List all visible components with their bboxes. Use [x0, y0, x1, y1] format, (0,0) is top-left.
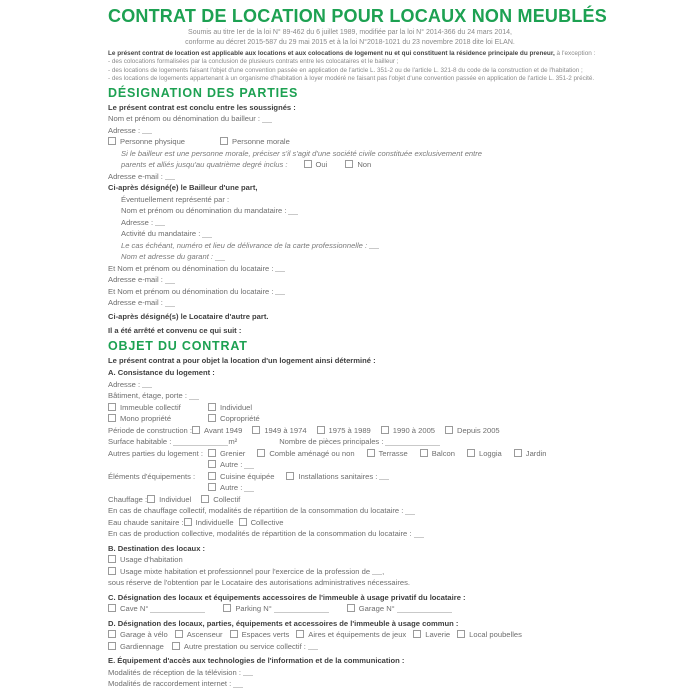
- form-row: [108, 402, 592, 414]
- form-row: [108, 459, 592, 471]
- checkbox-label: Balcon: [431, 448, 455, 458]
- checkbox-label: Depuis 2005: [457, 425, 500, 435]
- form-row: [108, 603, 592, 615]
- form-label-italic: Nom et adresse du garant :: [121, 252, 214, 261]
- checkbox[interactable]: [381, 426, 389, 434]
- form-row: [108, 655, 592, 667]
- section-heading: OBJET DU CONTRAT: [108, 338, 248, 353]
- exception-item: - des locations de logements appartenant à un organisme d'habitation à loyer modéré ne faisant pas l'objet d'une convention passée en application de l'article L. 351-2 précité.: [108, 75, 595, 82]
- form-row: [108, 618, 592, 630]
- checkbox-label: Copropriété: [220, 414, 260, 423]
- form-row: [108, 367, 592, 379]
- fill-line[interactable]: [243, 674, 253, 676]
- form-label: Autres parties du logement :: [108, 448, 203, 458]
- checkbox-label: Parking N°: [235, 604, 272, 613]
- document-title: CONTRAT DE LOCATION POUR LOCAUX NON MEUBLÉS: [108, 6, 607, 26]
- checkbox-label: Non: [357, 160, 372, 169]
- form-label-bold: B. Destination des locaux :: [108, 543, 206, 553]
- checkbox-option: [108, 402, 208, 414]
- checkbox[interactable]: [286, 472, 294, 480]
- form-row: [108, 286, 592, 298]
- form-row: [108, 355, 592, 367]
- form-row: [108, 228, 592, 240]
- checkbox-label: Individuel: [220, 402, 253, 412]
- checkbox-option: [445, 425, 500, 437]
- checkbox-label: 1975 à 1989: [328, 425, 371, 435]
- fill-line[interactable]: [150, 611, 205, 613]
- checkbox-label: Cuisine équipée: [220, 471, 275, 481]
- checkbox-option: [147, 494, 191, 506]
- checkbox-option: [108, 629, 168, 641]
- form-row: [108, 505, 592, 517]
- exception-item: - des locations de logements faisant l'objet d'une convention passée en application de l'article L. 351-2 ou de l'article L. 321-8 du code de la construction et de l'habitation ;: [108, 66, 583, 74]
- form-label: Adresse e-mail :: [108, 171, 163, 181]
- checkbox[interactable]: [201, 495, 209, 503]
- checkbox[interactable]: [457, 630, 465, 638]
- form-row: [108, 577, 592, 589]
- form-row: [108, 379, 592, 391]
- form-row: [108, 641, 592, 653]
- form-row: [108, 425, 592, 437]
- fill-line[interactable]: [142, 132, 152, 134]
- fill-line[interactable]: [372, 573, 382, 575]
- form-row: [108, 251, 592, 263]
- form-row: [108, 554, 592, 566]
- fill-line[interactable]: [414, 536, 424, 538]
- fill-line[interactable]: [189, 398, 199, 400]
- form-label: Activité du mandataire :: [121, 229, 201, 238]
- checkbox-option: [230, 629, 290, 641]
- fill-line[interactable]: [244, 490, 254, 492]
- checkbox-label: Collectif: [213, 494, 241, 504]
- fill-line[interactable]: [274, 611, 329, 613]
- checkbox[interactable]: [108, 567, 116, 575]
- form-row: [108, 217, 592, 229]
- form-label-bold: Ci-après désigné(e) le Bailleur d'une part,: [108, 183, 258, 192]
- fill-line[interactable]: [397, 611, 452, 613]
- fill-line[interactable]: [369, 247, 379, 249]
- checkbox-option: [296, 629, 406, 641]
- checkbox-label: Local poubelles: [469, 630, 522, 639]
- form-row: [108, 205, 592, 217]
- legal-reference-line1: Soumis au titre Ier de la loi N° 89-462 du 6 juillet 1989, modifiée par la loi N° 2014-366 du 24 mars 2014,: [188, 29, 512, 36]
- checkbox-label: Cave N°: [120, 604, 149, 613]
- fill-line[interactable]: [215, 259, 225, 261]
- checkbox[interactable]: [223, 604, 231, 612]
- checkbox[interactable]: [296, 630, 304, 638]
- checkbox-option: [239, 517, 284, 529]
- checkbox[interactable]: [208, 449, 216, 457]
- form-label: m²: [228, 437, 238, 446]
- form-body: [108, 87, 592, 690]
- checkbox-label: Autre :: [220, 483, 243, 492]
- form-label-bold: Le présent contrat a pour objet la location d'un logement ainsi déterminé :: [108, 355, 376, 365]
- intro-bold-text: Le présent contrat de location est applicable aux locations et aux colocations de logement nu et qui constituent la résidence principale du preneur,: [108, 50, 555, 57]
- form-row: [108, 436, 592, 448]
- form-row: [108, 390, 592, 402]
- section-heading: DÉSIGNATION DES PARTIES: [108, 85, 299, 100]
- checkbox-option: [467, 448, 502, 460]
- legal-reference-line2: conforme au décret 2015-587 du 29 mai 2015 et à la loi N°2018-1021 du 23 novembre 2018 dite loi ELAN.: [185, 38, 515, 46]
- checkbox-option: [347, 603, 395, 615]
- checkbox-label: Oui: [315, 160, 328, 169]
- checkbox-option: [172, 641, 306, 653]
- form-row: [108, 678, 592, 690]
- form-label: Adresse e-mail :: [108, 298, 163, 307]
- checkbox[interactable]: [108, 137, 116, 145]
- checkbox-option: [208, 471, 274, 483]
- fill-line[interactable]: [379, 478, 389, 480]
- form-label-italic: parents et alliés jusqu'au quatrième degré inclus :: [121, 160, 288, 169]
- form-row: [108, 311, 592, 323]
- checkbox[interactable]: [108, 403, 116, 411]
- form-label: ,: [382, 566, 385, 576]
- form-row: [108, 274, 592, 286]
- form-row: [108, 113, 592, 125]
- checkbox[interactable]: [184, 518, 192, 526]
- checkbox-label: Espaces verts: [241, 630, 290, 639]
- checkbox[interactable]: [345, 160, 353, 168]
- form-row: [108, 148, 592, 160]
- checkbox-option: [208, 482, 242, 494]
- checkbox-label: Collective: [250, 517, 284, 527]
- fill-line[interactable]: [275, 293, 285, 295]
- form-label-italic: Si le bailleur est une personne morale, préciser s'il s'agit d'une société civile constituée exclusivement entre: [121, 148, 483, 158]
- form-label: sous réserve de l'obtention par le Locataire des autorisations administratives nécessaires.: [108, 578, 410, 587]
- form-row: [108, 517, 592, 529]
- checkbox-option: [514, 448, 547, 460]
- form-row: [108, 159, 592, 171]
- checkbox[interactable]: [172, 642, 180, 650]
- checkbox[interactable]: [208, 414, 216, 422]
- form-row: [108, 325, 592, 337]
- form-label: Chauffage :: [108, 494, 148, 504]
- checkbox-label: Personne morale: [232, 137, 290, 146]
- checkbox-label: Usage mixte habitation et professionnel pour l'exercice de la profession de: [120, 566, 371, 576]
- fill-line[interactable]: [202, 236, 212, 238]
- checkbox-option: [286, 471, 377, 483]
- form-label-bold: Il a été arrêté et convenu ce qui suit :: [108, 326, 242, 335]
- checkbox-option: [257, 448, 354, 460]
- checkbox-option: [317, 425, 371, 437]
- checkbox-label: Gardiennage: [120, 641, 164, 651]
- checkbox[interactable]: [220, 137, 228, 145]
- form-label: Et Nom et prénom ou dénomination du locataire :: [108, 263, 274, 273]
- checkbox[interactable]: [257, 449, 265, 457]
- checkbox-label: Avant 1949: [204, 425, 243, 435]
- checkbox-label: 1990 à 2005: [392, 425, 436, 435]
- checkbox[interactable]: [147, 495, 155, 503]
- checkbox-option: [208, 402, 252, 414]
- checkbox[interactable]: [208, 483, 216, 491]
- form-row: [108, 136, 592, 148]
- checkbox[interactable]: [230, 630, 238, 638]
- checkbox[interactable]: [208, 403, 216, 411]
- fill-line[interactable]: [288, 213, 298, 215]
- checkbox-option: [108, 641, 164, 653]
- checkbox[interactable]: [252, 426, 260, 434]
- checkbox-option: [457, 629, 522, 641]
- checkbox[interactable]: [317, 426, 325, 434]
- checkbox-label: 1949 à 1974: [264, 425, 307, 435]
- exception-item: - des colocations formalisées par la conclusion de plusieurs contrats entre les colocataires et le bailleur ;: [108, 58, 399, 65]
- checkbox-label: Terrasse: [378, 448, 408, 458]
- fill-line[interactable]: [165, 178, 175, 180]
- form-label: Éléments d'équipements :: [108, 471, 196, 481]
- checkbox-option: [367, 448, 408, 460]
- checkbox-label: Individuelle: [195, 517, 234, 527]
- form-row: [108, 102, 592, 114]
- checkbox[interactable]: [108, 555, 116, 563]
- form-row: [108, 171, 592, 183]
- checkbox-option: [201, 494, 240, 506]
- checkbox-option: [252, 425, 306, 437]
- form-row: [108, 482, 592, 494]
- checkbox-option: [192, 425, 242, 437]
- fill-line[interactable]: [142, 386, 152, 388]
- fill-line[interactable]: [155, 224, 165, 226]
- checkbox-label: Usage d'habitation: [120, 555, 183, 564]
- fill-line[interactable]: [173, 444, 228, 446]
- checkbox[interactable]: [413, 630, 421, 638]
- checkbox[interactable]: [175, 630, 183, 638]
- checkbox-label: Aires et équipements de jeux: [308, 630, 407, 639]
- intro-paragraph: [108, 49, 596, 58]
- checkbox[interactable]: [467, 449, 475, 457]
- checkbox-option: [108, 554, 183, 566]
- form-row: [108, 471, 592, 483]
- form-label: Nombre de pièces principales :: [279, 437, 384, 446]
- form-label: Modalités de raccordement internet :: [108, 679, 232, 688]
- form-label: Adresse :: [108, 379, 141, 389]
- form-row: [108, 592, 592, 604]
- form-label: Nom et prénom ou dénomination du bailleur :: [108, 114, 260, 123]
- form-row: [108, 448, 592, 460]
- form-label: Adresse e-mail :: [108, 275, 163, 284]
- checkbox[interactable]: [108, 414, 116, 422]
- checkbox-label: Loggia: [478, 448, 502, 458]
- checkbox-label: Garage à vélo: [120, 630, 168, 639]
- checkbox-option: [413, 629, 450, 641]
- checkbox-label: Laverie: [425, 630, 451, 639]
- checkbox[interactable]: [347, 604, 355, 612]
- form-row: [108, 125, 592, 137]
- checkbox-option: [108, 136, 220, 148]
- checkbox-option: [208, 413, 260, 425]
- form-row: [108, 413, 592, 425]
- checkbox-option: [184, 517, 234, 529]
- checkbox-label: Grenier: [220, 448, 246, 458]
- form-label: Surface habitable :: [108, 437, 172, 446]
- form-label: Nom et prénom ou dénomination du mandataire :: [121, 206, 287, 215]
- form-row: [108, 194, 592, 206]
- fill-line[interactable]: [308, 648, 318, 650]
- fill-line[interactable]: [165, 282, 175, 284]
- form-row: [108, 528, 592, 540]
- form-label: Éventuellement représenté par :: [121, 194, 230, 204]
- checkbox-label: Installations sanitaires :: [298, 471, 378, 481]
- form-label-bold: A. Consistance du logement :: [108, 368, 215, 377]
- form-row: [108, 629, 592, 641]
- form-label: Adresse :: [108, 125, 141, 135]
- checkbox-label: Ascenseur: [186, 630, 223, 639]
- form-row: [108, 566, 592, 578]
- form-row: [108, 543, 592, 555]
- intro-tail-text: à l'exception :: [554, 50, 596, 57]
- checkbox[interactable]: [192, 426, 200, 434]
- fill-line[interactable]: [233, 686, 243, 688]
- checkbox-label: Personne physique: [120, 137, 186, 146]
- form-label-bold: D. Désignation des locaux, parties, équipements et accessoires de l'immeuble à usage commun :: [108, 618, 459, 628]
- form-label-bold: C. Désignation des locaux et équipements accessoires de l'immeuble à usage privatif du locataire :: [108, 592, 466, 602]
- checkbox-option: [108, 603, 148, 615]
- checkbox-option: [108, 413, 208, 425]
- form-row: [108, 182, 592, 194]
- checkbox-option: [304, 159, 328, 171]
- fill-line[interactable]: [165, 305, 175, 307]
- checkbox[interactable]: [208, 460, 216, 468]
- checkbox-option: [108, 566, 370, 578]
- form-row: [108, 667, 592, 679]
- checkbox-label: Jardin: [525, 448, 547, 458]
- checkbox-label: Immeuble collectif: [120, 402, 181, 412]
- checkbox-option: [420, 448, 455, 460]
- form-label: En cas de production collective, modalités de répartition de la consommation du locataire :: [108, 529, 412, 538]
- fill-line[interactable]: [262, 121, 272, 123]
- form-row: [108, 240, 592, 252]
- checkbox[interactable]: [108, 630, 116, 638]
- form-label: Bâtiment, étage, porte :: [108, 391, 187, 400]
- fill-line[interactable]: [405, 513, 415, 515]
- checkbox[interactable]: [420, 449, 428, 457]
- checkbox-label: Garage N°: [358, 604, 395, 613]
- form-label: Eau chaude sanitaire :: [108, 517, 184, 527]
- fill-line[interactable]: [244, 467, 254, 469]
- checkbox-label: Comble aménagé ou non: [269, 448, 355, 458]
- checkbox-label: Autre :: [220, 460, 243, 469]
- fill-line[interactable]: [385, 444, 440, 446]
- form-label: Et Nom et prénom ou dénomination du locataire :: [108, 286, 274, 296]
- form-label: Période de construction :: [108, 425, 193, 435]
- checkbox-option: [208, 459, 242, 471]
- form-label-bold: Le présent contrat est conclu entre les soussignés :: [108, 102, 296, 112]
- form-label: En cas de chauffage collectif, modalités de répartition de la consommation du locataire :: [108, 506, 404, 515]
- checkbox-option: [223, 603, 271, 615]
- checkbox-option: [208, 448, 245, 460]
- checkbox-label: Individuel: [159, 494, 192, 504]
- form-label: Modalités de réception de la télévision :: [108, 667, 241, 677]
- checkbox[interactable]: [514, 449, 522, 457]
- checkbox-option: [381, 425, 435, 437]
- checkbox-option: [345, 159, 371, 171]
- form-label-bold: E. Équipement d'accès aux technologies de l'information et de la communication :: [108, 656, 405, 665]
- form-label-italic: Le cas échéant, numéro et lieu de délivrance de la carte professionnelle :: [121, 240, 368, 250]
- form-label: Adresse :: [121, 217, 154, 227]
- checkbox-label: Mono propriété: [120, 414, 172, 423]
- form-row: [108, 494, 592, 506]
- checkbox[interactable]: [304, 160, 312, 168]
- checkbox-option: [220, 136, 290, 148]
- form-row: [108, 263, 592, 275]
- checkbox[interactable]: [208, 472, 216, 480]
- checkbox[interactable]: [108, 642, 116, 650]
- checkbox[interactable]: [108, 604, 116, 612]
- checkbox[interactable]: [367, 449, 375, 457]
- form-label-bold: Ci-après désigné(s) le Locataire d'autre part.: [108, 311, 269, 321]
- checkbox-option: [175, 629, 223, 641]
- checkbox-label: Autre prestation ou service collectif :: [183, 641, 306, 651]
- form-row: [108, 297, 592, 309]
- checkbox[interactable]: [445, 426, 453, 434]
- fill-line[interactable]: [275, 270, 285, 272]
- checkbox[interactable]: [239, 518, 247, 526]
